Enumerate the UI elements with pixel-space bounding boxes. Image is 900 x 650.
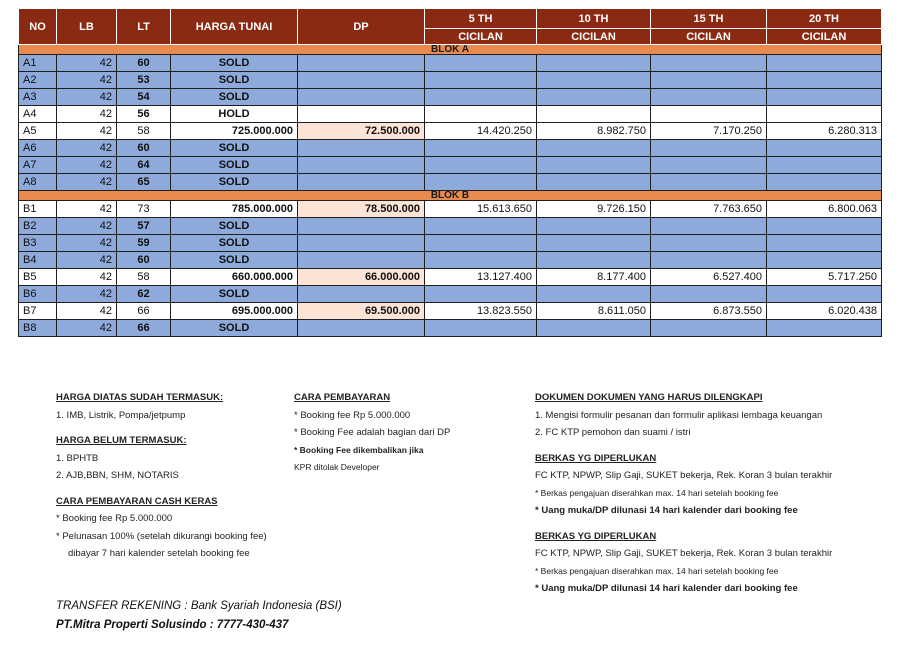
- row-cicilan-15: [651, 55, 767, 72]
- row-lb: 42: [57, 252, 117, 269]
- table-row: [19, 252, 882, 269]
- table-row: [19, 201, 882, 218]
- row-cicilan-5: [425, 106, 537, 123]
- belum-termasuk-item: 2. AJB,BBN, SHM, NOTARIS: [56, 470, 179, 481]
- dokumen-title: DOKUMEN DOKUMEN YANG HARUS DILENGKAPI: [535, 392, 763, 403]
- row-cicilan-5: [425, 89, 537, 106]
- cara-pembayaran-item: KPR ditolak Developer: [294, 462, 380, 472]
- row-dp: [298, 106, 425, 123]
- row-harga: SOLD: [171, 140, 298, 157]
- row-cicilan-5: [425, 174, 537, 191]
- row-harga: SOLD: [171, 235, 298, 252]
- row-cicilan-10: [537, 106, 651, 123]
- row-no: A5: [19, 123, 57, 140]
- transfer-account: PT.Mitra Properti Solusindo : 7777-430-437: [56, 619, 289, 631]
- row-lb: 42: [57, 72, 117, 89]
- row-harga: SOLD: [171, 286, 298, 303]
- row-lt: 60: [117, 140, 171, 157]
- row-cicilan-10: 9.726.150: [537, 201, 651, 218]
- row-cicilan-15: [651, 235, 767, 252]
- row-dp: [298, 286, 425, 303]
- row-no: A4: [19, 106, 57, 123]
- header-cicilan-15: CICILAN: [651, 29, 767, 45]
- row-lb: 42: [57, 235, 117, 252]
- table-row: [19, 320, 882, 337]
- header-no: NO: [19, 9, 57, 45]
- row-lb: 42: [57, 174, 117, 191]
- row-lb: 42: [57, 218, 117, 235]
- row-cicilan-5: 13.823.550: [425, 303, 537, 320]
- row-dp: [298, 72, 425, 89]
- row-lt: 54: [117, 89, 171, 106]
- row-lb: 42: [57, 320, 117, 337]
- row-harga: SOLD: [171, 89, 298, 106]
- row-lt: 60: [117, 252, 171, 269]
- row-lt: 62: [117, 286, 171, 303]
- row-harga: 785.000.000: [171, 201, 298, 218]
- header-lb: LB: [57, 9, 117, 45]
- row-dp: 69.500.000: [298, 303, 425, 320]
- row-no: A7: [19, 157, 57, 174]
- row-dp: [298, 89, 425, 106]
- header-15th: 15 TH: [651, 9, 767, 29]
- row-dp: [298, 218, 425, 235]
- row-harga: SOLD: [171, 174, 298, 191]
- row-dp: [298, 55, 425, 72]
- cara-pembayaran-item: * Booking Fee adalah bagian dari DP: [294, 427, 451, 438]
- row-cicilan-10: [537, 157, 651, 174]
- row-cicilan-20: [767, 89, 882, 106]
- row-no: A8: [19, 174, 57, 191]
- table-row: [19, 157, 882, 174]
- row-cicilan-5: [425, 286, 537, 303]
- row-cicilan-5: [425, 320, 537, 337]
- row-lb: 42: [57, 89, 117, 106]
- row-lt: 64: [117, 157, 171, 174]
- table-row: [19, 106, 882, 123]
- row-lt: 58: [117, 269, 171, 286]
- berkas-title-2: BERKAS YG DIPERLUKAN: [535, 530, 657, 542]
- row-cicilan-5: [425, 72, 537, 89]
- row-lt: 66: [117, 303, 171, 320]
- row-cicilan-20: [767, 320, 882, 337]
- row-cicilan-15: 7.763.650: [651, 201, 767, 218]
- row-lb: 42: [57, 286, 117, 303]
- row-lb: 42: [57, 123, 117, 140]
- row-no: B2: [19, 218, 57, 235]
- row-lt: 56: [117, 106, 171, 123]
- row-cicilan-10: [537, 320, 651, 337]
- row-cicilan-15: [651, 140, 767, 157]
- row-cicilan-20: [767, 72, 882, 89]
- row-cicilan-10: [537, 140, 651, 157]
- row-no: B4: [19, 252, 57, 269]
- berkas-title: BERKAS YG DIPERLUKAN: [535, 452, 657, 464]
- row-cicilan-15: [651, 174, 767, 191]
- row-cicilan-10: [537, 174, 651, 191]
- cash-keras-title: CARA PEMBAYARAN CASH KERAS: [56, 495, 218, 507]
- row-no: B5: [19, 269, 57, 286]
- header-cicilan-10: CICILAN: [537, 29, 651, 45]
- row-dp: 72.500.000: [298, 123, 425, 140]
- header-20th: 20 TH: [767, 9, 882, 29]
- berkas-item: * Uang muka/DP dilunasi 14 hari kalender dari booking fee: [535, 583, 798, 594]
- row-no: B6: [19, 286, 57, 303]
- row-cicilan-5: [425, 218, 537, 235]
- cash-keras-item: dibayar 7 hari kalender setelah booking fee: [68, 548, 250, 559]
- info-column-middle: [294, 389, 509, 477]
- row-lt: 59: [117, 235, 171, 252]
- row-cicilan-20: [767, 140, 882, 157]
- table-row: [19, 140, 882, 157]
- table-row: [19, 269, 882, 286]
- header-harga-tunai: HARGA TUNAI: [171, 9, 298, 45]
- row-no: B8: [19, 320, 57, 337]
- row-dp: [298, 252, 425, 269]
- cash-keras-item: * Booking fee Rp 5.000.000: [56, 513, 173, 524]
- row-harga: SOLD: [171, 320, 298, 337]
- row-no: A1: [19, 55, 57, 72]
- row-lb: 42: [57, 201, 117, 218]
- row-cicilan-10: [537, 72, 651, 89]
- cash-keras-item: * Pelunasan 100% (setelah dikurangi booking fee): [56, 530, 267, 542]
- blok-b-row: [19, 191, 882, 201]
- berkas-item: * Uang muka/DP dilunasi 14 hari kalender dari booking fee: [535, 505, 798, 516]
- berkas-item: FC KTP, NPWP, Slip Gaji, SUKET bekerja, Rek. Koran 3 bulan terakhir: [535, 548, 833, 559]
- blok-a-row: [19, 45, 882, 55]
- cara-pembayaran-item: * Booking Fee dikembalikan jika: [294, 444, 424, 455]
- header-5th: 5 TH: [425, 9, 537, 29]
- row-cicilan-5: 15.613.650: [425, 201, 537, 218]
- row-lt: 58: [117, 123, 171, 140]
- row-dp: 66.000.000: [298, 269, 425, 286]
- table-row: [19, 303, 882, 320]
- row-harga: 725.000.000: [171, 123, 298, 140]
- row-no: B7: [19, 303, 57, 320]
- row-harga: SOLD: [171, 55, 298, 72]
- row-cicilan-15: [651, 157, 767, 174]
- cara-pembayaran-title: CARA PEMBAYARAN: [294, 392, 391, 403]
- row-lb: 42: [57, 269, 117, 286]
- row-cicilan-10: [537, 286, 651, 303]
- blok-label: BLOK A: [19, 45, 882, 55]
- row-cicilan-20: 6.280.313: [767, 123, 882, 140]
- blok-label: BLOK B: [19, 191, 882, 201]
- row-cicilan-20: [767, 106, 882, 123]
- belum-termasuk-title: HARGA BELUM TERMASUK:: [56, 435, 187, 446]
- dokumen-item: 2. FC KTP pemohon dan suami / istri: [535, 427, 691, 438]
- row-lb: 42: [57, 140, 117, 157]
- row-cicilan-15: 6.873.550: [651, 303, 767, 320]
- row-cicilan-10: 8.982.750: [537, 123, 651, 140]
- berkas-item: FC KTP, NPWP, Slip Gaji, SUKET bekerja, Rek. Koran 3 bulan terakhir: [535, 470, 833, 481]
- header-cicilan-5: CICILAN: [425, 29, 537, 45]
- row-dp: [298, 140, 425, 157]
- row-lb: 42: [57, 157, 117, 174]
- transfer-info: [56, 597, 342, 635]
- row-cicilan-10: [537, 235, 651, 252]
- row-harga: SOLD: [171, 157, 298, 174]
- row-harga: SOLD: [171, 72, 298, 89]
- row-harga: 695.000.000: [171, 303, 298, 320]
- row-cicilan-5: 14.420.250: [425, 123, 537, 140]
- table-row: [19, 235, 882, 252]
- table-row: [19, 174, 882, 191]
- row-cicilan-20: 6.800.063: [767, 201, 882, 218]
- row-cicilan-10: [537, 252, 651, 269]
- row-cicilan-15: 6.527.400: [651, 269, 767, 286]
- row-cicilan-10: 8.177.400: [537, 269, 651, 286]
- table-row: [19, 286, 882, 303]
- row-cicilan-5: [425, 140, 537, 157]
- price-table: [18, 8, 882, 337]
- table-row: [19, 218, 882, 235]
- row-dp: [298, 235, 425, 252]
- row-dp: [298, 174, 425, 191]
- row-harga: HOLD: [171, 106, 298, 123]
- row-cicilan-5: [425, 55, 537, 72]
- row-cicilan-15: [651, 106, 767, 123]
- row-cicilan-20: [767, 174, 882, 191]
- row-cicilan-15: 7.170.250: [651, 123, 767, 140]
- row-cicilan-10: 8.611.050: [537, 303, 651, 320]
- termasuk-title: HARGA DIATAS SUDAH TERMASUK:: [56, 392, 224, 403]
- row-cicilan-20: [767, 157, 882, 174]
- info-column-left: [56, 389, 286, 563]
- row-lb: 42: [57, 55, 117, 72]
- row-cicilan-5: [425, 157, 537, 174]
- row-lt: 57: [117, 218, 171, 235]
- row-harga: SOLD: [171, 218, 298, 235]
- table-row: [19, 123, 882, 140]
- price-table-body: [19, 45, 882, 337]
- row-lt: 60: [117, 55, 171, 72]
- row-cicilan-20: [767, 218, 882, 235]
- row-cicilan-20: [767, 286, 882, 303]
- table-row: [19, 72, 882, 89]
- row-harga: SOLD: [171, 252, 298, 269]
- row-cicilan-20: 6.020.438: [767, 303, 882, 320]
- header-cicilan-20: CICILAN: [767, 29, 882, 45]
- row-lt: 65: [117, 174, 171, 191]
- row-lb: 42: [57, 303, 117, 320]
- row-lt: 53: [117, 72, 171, 89]
- termasuk-item: 1. IMB, Listrik, Pompa/jetpump: [56, 409, 186, 421]
- table-row: [19, 89, 882, 106]
- row-no: B1: [19, 201, 57, 218]
- dokumen-item: 1. Mengisi formulir pesanan dan formulir aplikasi lembaga keuangan: [535, 409, 823, 421]
- row-cicilan-5: [425, 235, 537, 252]
- row-no: A3: [19, 89, 57, 106]
- row-dp: [298, 157, 425, 174]
- row-no: B3: [19, 235, 57, 252]
- row-cicilan-15: [651, 286, 767, 303]
- row-cicilan-15: [651, 218, 767, 235]
- row-lt: 73: [117, 201, 171, 218]
- header-lt: LT: [117, 9, 171, 45]
- row-cicilan-15: [651, 252, 767, 269]
- row-cicilan-5: 13.127.400: [425, 269, 537, 286]
- row-cicilan-20: 5.717.250: [767, 269, 882, 286]
- row-lt: 66: [117, 320, 171, 337]
- row-dp: 78.500.000: [298, 201, 425, 218]
- header-dp: DP: [298, 9, 425, 45]
- row-dp: [298, 320, 425, 337]
- row-cicilan-10: [537, 218, 651, 235]
- row-cicilan-5: [425, 252, 537, 269]
- row-cicilan-20: [767, 55, 882, 72]
- row-cicilan-15: [651, 320, 767, 337]
- row-lb: 42: [57, 106, 117, 123]
- row-cicilan-20: [767, 235, 882, 252]
- info-column-right: [535, 389, 880, 598]
- belum-termasuk-item: 1. BPHTB: [56, 452, 99, 464]
- transfer-bank: TRANSFER REKENING : Bank Syariah Indonesia (BSI): [56, 600, 342, 612]
- cara-pembayaran-item: * Booking fee Rp 5.000.000: [294, 409, 411, 421]
- row-cicilan-10: [537, 89, 651, 106]
- row-no: A2: [19, 72, 57, 89]
- header-10th: 10 TH: [537, 9, 651, 29]
- row-cicilan-20: [767, 252, 882, 269]
- price-table-container: [18, 8, 881, 337]
- row-cicilan-15: [651, 72, 767, 89]
- row-no: A6: [19, 140, 57, 157]
- row-cicilan-10: [537, 55, 651, 72]
- berkas-item: * Berkas pengajuan diserahkan max. 14 hari setelah booking fee: [535, 565, 779, 576]
- berkas-item: * Berkas pengajuan diserahkan max. 14 hari setelah booking fee: [535, 487, 779, 498]
- row-cicilan-15: [651, 89, 767, 106]
- table-row: [19, 55, 882, 72]
- row-harga: 660.000.000: [171, 269, 298, 286]
